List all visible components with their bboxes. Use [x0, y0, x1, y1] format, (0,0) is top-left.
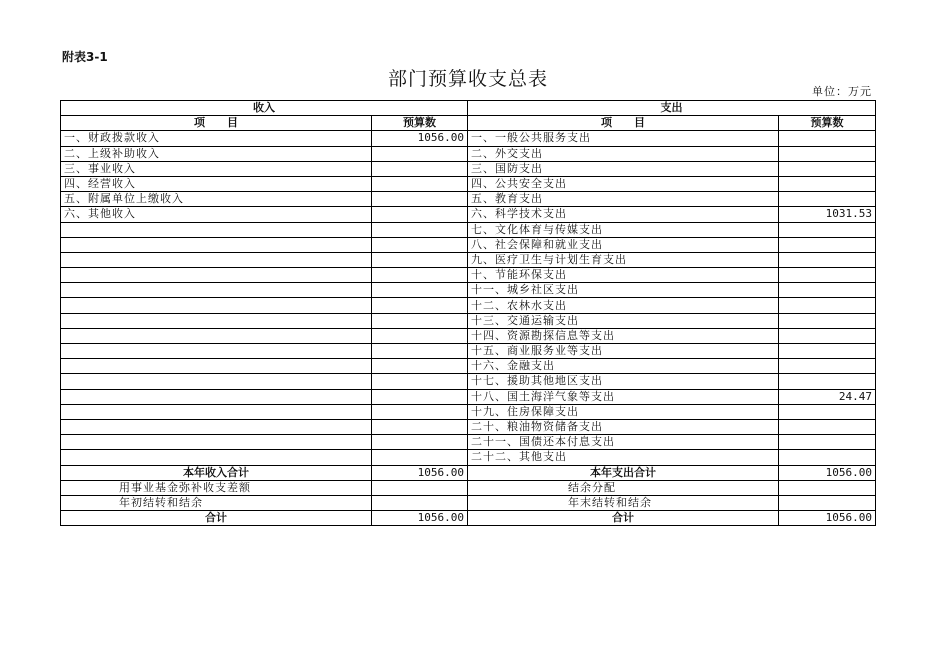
table-row: [61, 389, 876, 404]
expense-item-amount: [779, 404, 876, 419]
income-item-amount: [372, 192, 468, 207]
income-item-amount: [372, 313, 468, 328]
income-item-label: 四、经营收入: [61, 176, 372, 191]
income-item-label: 一、财政拨款收入: [61, 131, 372, 146]
income-item-label: [61, 328, 372, 343]
table-row: [61, 222, 876, 237]
expense-item-label: 十、节能环保支出: [468, 268, 779, 283]
income-item-label: [61, 313, 372, 328]
expense-item-label: 十六、金融支出: [468, 359, 779, 374]
grand-expense-total-label: 合计: [468, 511, 779, 526]
expense-item-label: 二十一、国债还本付息支出: [468, 435, 779, 450]
income-item-amount: [372, 161, 468, 176]
expense-item-label: 二、外交支出: [468, 146, 779, 161]
begin-carryover-amount: [372, 495, 468, 510]
table-row: [61, 419, 876, 434]
income-item-amount: [372, 328, 468, 343]
table-row: [61, 359, 876, 374]
income-item-label: [61, 268, 372, 283]
expense-item-amount: [779, 161, 876, 176]
grand-expense-total-amount: 1056.00: [779, 511, 876, 526]
income-item-label: [61, 374, 372, 389]
carryover-row: [61, 495, 876, 510]
expense-item-label: 二十、粮油物资储备支出: [468, 419, 779, 434]
table-row: [61, 328, 876, 343]
end-carryover-amount: [779, 495, 876, 510]
expense-item-amount: [779, 374, 876, 389]
expense-item-label: 六、科学技术支出: [468, 207, 779, 222]
expense-item-label: 十三、交通运输支出: [468, 313, 779, 328]
income-header: 收入: [61, 101, 468, 116]
income-item-label: 六、其他收入: [61, 207, 372, 222]
year-income-total-amount: 1056.00: [372, 465, 468, 480]
expense-item-amount: [779, 268, 876, 283]
table-row: [61, 146, 876, 161]
expense-item-label: 八、社会保障和就业支出: [468, 237, 779, 252]
budget-table: [60, 100, 876, 526]
table-row: [61, 450, 876, 465]
unit-label: 单位：万元: [812, 85, 872, 98]
table-row: [61, 176, 876, 191]
income-item-label: [61, 419, 372, 434]
income-item-label: [61, 283, 372, 298]
income-item-amount: [372, 283, 468, 298]
expense-item-label: 十五、商业服务业等支出: [468, 344, 779, 359]
table-row: [61, 207, 876, 222]
income-item-label: [61, 389, 372, 404]
expense-item-amount: [779, 419, 876, 434]
income-item-label: [61, 450, 372, 465]
income-item-amount: [372, 298, 468, 313]
table-row: [61, 161, 876, 176]
income-item-header: 项 目: [61, 116, 372, 131]
income-item-label: 三、事业收入: [61, 161, 372, 176]
expense-item-label: 十七、援助其他地区支出: [468, 374, 779, 389]
end-carryover-label: 年末结转和结余: [468, 495, 779, 510]
expense-item-amount: [779, 313, 876, 328]
income-item-amount: [372, 404, 468, 419]
expense-item-amount: 1031.53: [779, 207, 876, 222]
expense-item-amount: [779, 435, 876, 450]
grand-total-row: [61, 511, 876, 526]
expense-item-label: 五、教育支出: [468, 192, 779, 207]
header-row-columns: [61, 116, 876, 131]
year-income-total-label: 本年收入合计: [61, 465, 372, 480]
expense-item-label: 三、国防支出: [468, 161, 779, 176]
income-item-label: [61, 237, 372, 252]
expense-item-amount: [779, 298, 876, 313]
expense-item-amount: [779, 176, 876, 191]
table-row: [61, 404, 876, 419]
income-item-amount: [372, 268, 468, 283]
expense-item-amount: 24.47: [779, 389, 876, 404]
table-row: [61, 268, 876, 283]
income-item-amount: [372, 389, 468, 404]
expense-item-amount: [779, 252, 876, 267]
table-row: [61, 252, 876, 267]
expense-item-label: 十八、国土海洋气象等支出: [468, 389, 779, 404]
header-row-sections: [61, 101, 876, 116]
expense-amount-header: 预算数: [779, 116, 876, 131]
income-item-amount: [372, 344, 468, 359]
income-item-label: [61, 252, 372, 267]
expense-item-label: 十四、资源勘探信息等支出: [468, 328, 779, 343]
table-row: [61, 435, 876, 450]
expense-item-amount: [779, 192, 876, 207]
income-item-amount: [372, 450, 468, 465]
year-expense-total-label: 本年支出合计: [468, 465, 779, 480]
annex-label: 附表3-1: [62, 50, 108, 64]
income-item-amount: [372, 237, 468, 252]
expense-item-amount: [779, 146, 876, 161]
begin-carryover-label: 年初结转和结余: [61, 495, 372, 510]
income-item-label: 二、上级补助收入: [61, 146, 372, 161]
year-expense-total-amount: 1056.00: [779, 465, 876, 480]
alloc-label: 结余分配: [468, 480, 779, 495]
table-row: [61, 192, 876, 207]
table-row: [61, 237, 876, 252]
table-row: [61, 131, 876, 146]
income-item-label: [61, 298, 372, 313]
year-total-row: [61, 465, 876, 480]
table-row: [61, 283, 876, 298]
expense-item-label: 二十二、其他支出: [468, 450, 779, 465]
page-title: 部门预算收支总表: [387, 68, 548, 90]
expense-item-label: 九、医疗卫生与计划生育支出: [468, 252, 779, 267]
income-item-amount: [372, 419, 468, 434]
expense-item-amount: [779, 344, 876, 359]
expense-item-label: 十一、城乡社区支出: [468, 283, 779, 298]
income-item-amount: [372, 207, 468, 222]
expense-item-amount: [779, 359, 876, 374]
income-item-label: [61, 404, 372, 419]
table-row: [61, 298, 876, 313]
income-amount-header: 预算数: [372, 116, 468, 131]
table-row: [61, 313, 876, 328]
expense-item-amount: [779, 450, 876, 465]
income-item-label: [61, 435, 372, 450]
expense-item-amount: [779, 328, 876, 343]
income-item-amount: [372, 176, 468, 191]
table-row: [61, 374, 876, 389]
income-item-label: [61, 344, 372, 359]
expense-item-label: 七、文化体育与传媒支出: [468, 222, 779, 237]
expense-item-label: 十九、住房保障支出: [468, 404, 779, 419]
expense-item-label: 四、公共安全支出: [468, 176, 779, 191]
grand-income-total-amount: 1056.00: [372, 511, 468, 526]
fund-amount: [372, 480, 468, 495]
expense-item-label: 十二、农林水支出: [468, 298, 779, 313]
expense-item-amount: [779, 237, 876, 252]
income-item-amount: 1056.00: [372, 131, 468, 146]
expense-item-label: 一、一般公共服务支出: [468, 131, 779, 146]
fund-row: [61, 480, 876, 495]
expense-item-amount: [779, 131, 876, 146]
income-item-amount: [372, 374, 468, 389]
income-item-label: [61, 359, 372, 374]
alloc-amount: [779, 480, 876, 495]
expense-header: 支出: [468, 101, 876, 116]
fund-label: 用事业基金弥补收支差额: [61, 480, 372, 495]
expense-item-header: 项 目: [468, 116, 779, 131]
grand-income-total-label: 合计: [61, 511, 372, 526]
income-item-amount: [372, 359, 468, 374]
table-row: [61, 344, 876, 359]
income-item-amount: [372, 222, 468, 237]
expense-item-amount: [779, 222, 876, 237]
budget-table-body: [61, 101, 876, 526]
expense-item-amount: [779, 283, 876, 298]
income-item-amount: [372, 252, 468, 267]
income-item-amount: [372, 435, 468, 450]
income-item-amount: [372, 146, 468, 161]
income-item-label: 五、附属单位上缴收入: [61, 192, 372, 207]
income-item-label: [61, 222, 372, 237]
